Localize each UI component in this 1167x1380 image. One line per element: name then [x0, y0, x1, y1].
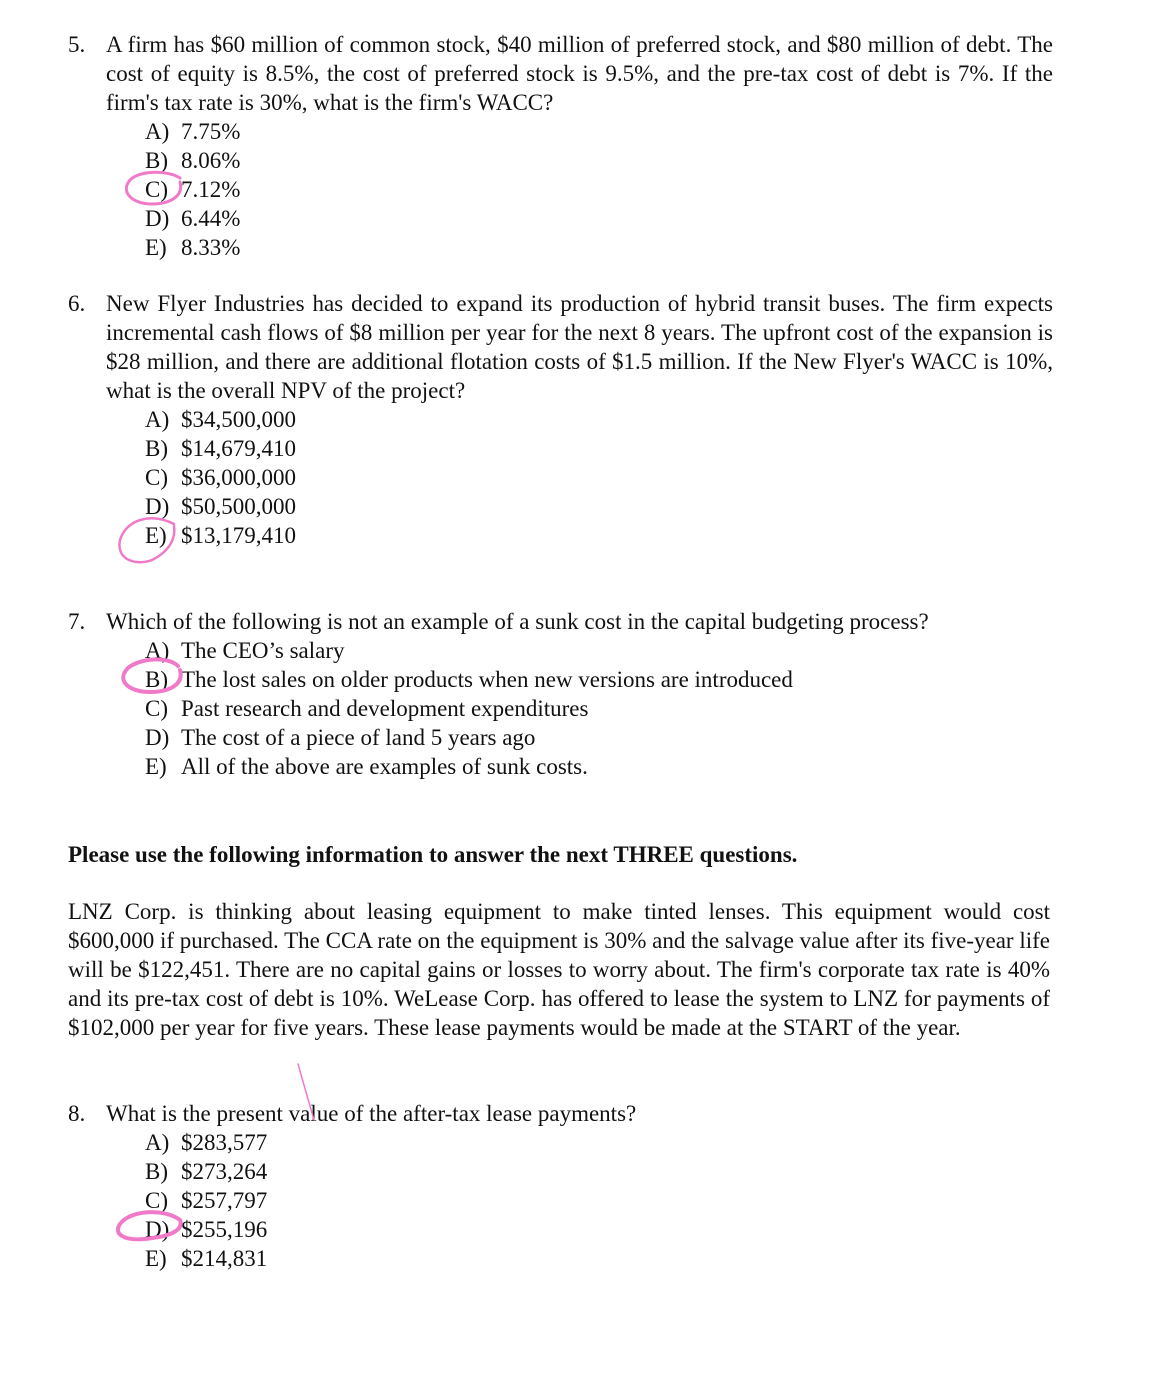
option-a — [145, 636, 1053, 665]
info-heading: Please use the following information to answer the next THREE questions. — [68, 842, 798, 867]
option-c — [145, 694, 1053, 723]
option-e — [145, 1244, 1053, 1273]
option-text: $36,000,000 — [181, 465, 296, 490]
option-e — [145, 752, 1053, 781]
option-letter: E) — [145, 754, 167, 779]
question-number: 8. — [68, 1101, 86, 1126]
option-text: All of the above are examples of sunk costs. — [181, 754, 588, 779]
option-c — [145, 463, 1053, 492]
option-text: The lost sales on older products when new versions are introduced — [181, 667, 793, 692]
option-text: The CEO’s salary — [181, 638, 345, 663]
option-text: $257,797 — [181, 1188, 268, 1213]
option-letter: A) — [145, 407, 170, 432]
question-text: What is the present value of the after-tax lease payments? — [106, 1101, 637, 1126]
option-b — [145, 1157, 1053, 1186]
option-letter: B) — [145, 436, 168, 461]
option-b — [145, 434, 1053, 463]
option-a — [145, 117, 1053, 146]
question-number: 5. — [68, 32, 86, 57]
question-text: A firm has $60 million of common stock, $40 million of preferred stock, and $80 million of debt. The cost of equity is 8.5%, the cost of preferred stock is 9.5%, and the pre-tax cost of debt is 7%. If the firm's tax rate is 30%, what is the firm's WACC? — [106, 32, 1053, 115]
option-letter: A) — [145, 119, 170, 144]
option-text: $13,179,410 — [181, 523, 296, 548]
option-e — [145, 233, 1053, 262]
option-c — [145, 175, 1053, 204]
option-letter: D) — [145, 725, 170, 750]
option-list — [145, 405, 1053, 550]
option-c — [145, 1186, 1053, 1215]
option-letter: C) — [145, 1188, 168, 1213]
option-text: 8.33% — [181, 235, 241, 260]
option-text: $255,196 — [181, 1217, 268, 1242]
option-text: 6.44% — [181, 206, 241, 231]
option-b — [145, 146, 1053, 175]
question-text: Which of the following is not an example of a sunk cost in the capital budgeting process? — [106, 609, 929, 634]
option-text: 7.12% — [181, 177, 241, 202]
option-text: The cost of a piece of land 5 years ago — [181, 725, 536, 750]
option-d — [145, 492, 1053, 521]
option-text: $14,679,410 — [181, 436, 296, 461]
option-text: $283,577 — [181, 1130, 268, 1155]
option-letter: C) — [145, 465, 168, 490]
info-paragraph: LNZ Corp. is thinking about leasing equipment to make tinted lenses. This equipment would cost $600,000 if purchased. The CCA rate on the equipment is 30% and the salvage value after its five-year life will be $122,451. There are no capital gains or losses to worry about. The firm's corporate tax rate is 40% and its pre-tax cost of debt is 10%. WeLease Corp. has offered to lease the system to LNZ for payments of $102,000 per year for five years. These lease payments would be made at the START of the year. — [68, 899, 1050, 1040]
option-text: $273,264 — [181, 1159, 268, 1184]
question-number: 7. — [68, 609, 86, 634]
option-a — [145, 405, 1053, 434]
option-list — [145, 117, 1053, 262]
option-text: 7.75% — [181, 119, 241, 144]
option-letter: E) — [145, 523, 167, 548]
option-letter: B) — [145, 667, 168, 692]
option-letter: A) — [145, 638, 170, 663]
question-7 — [68, 607, 1053, 781]
option-a — [145, 1128, 1053, 1157]
question-number: 6. — [68, 291, 86, 316]
option-letter: A) — [145, 1130, 170, 1155]
question-5 — [68, 30, 1053, 262]
option-letter: D) — [145, 1217, 170, 1242]
option-d — [145, 723, 1053, 752]
option-letter: D) — [145, 494, 170, 519]
option-letter: E) — [145, 235, 167, 260]
question-text: New Flyer Industries has decided to expand its production of hybrid transit buses. The firm expects incremental cash flows of $8 million per year for the next 8 years. The upfront cost of the expansion is $28 million, and there are additional flotation costs of $1.5 million. If the New Flyer's WACC is 10%, what is the overall NPV of the project? — [106, 291, 1053, 403]
option-text: $34,500,000 — [181, 407, 296, 432]
option-text: Past research and development expenditures — [181, 696, 589, 721]
option-text: $50,500,000 — [181, 494, 296, 519]
option-letter: B) — [145, 1159, 168, 1184]
option-list — [145, 1128, 1053, 1273]
option-letter: D) — [145, 206, 170, 231]
question-8 — [68, 1099, 1053, 1273]
option-letter: E) — [145, 1246, 167, 1271]
option-b — [145, 665, 1053, 694]
option-letter: C) — [145, 696, 168, 721]
question-6 — [68, 289, 1053, 550]
option-text: $214,831 — [181, 1246, 268, 1271]
option-d — [145, 204, 1053, 233]
option-text: 8.06% — [181, 148, 241, 173]
option-letter: C) — [145, 177, 168, 202]
option-letter: B) — [145, 148, 168, 173]
option-e — [145, 521, 1053, 550]
option-list — [145, 636, 1053, 781]
option-d — [145, 1215, 1053, 1244]
